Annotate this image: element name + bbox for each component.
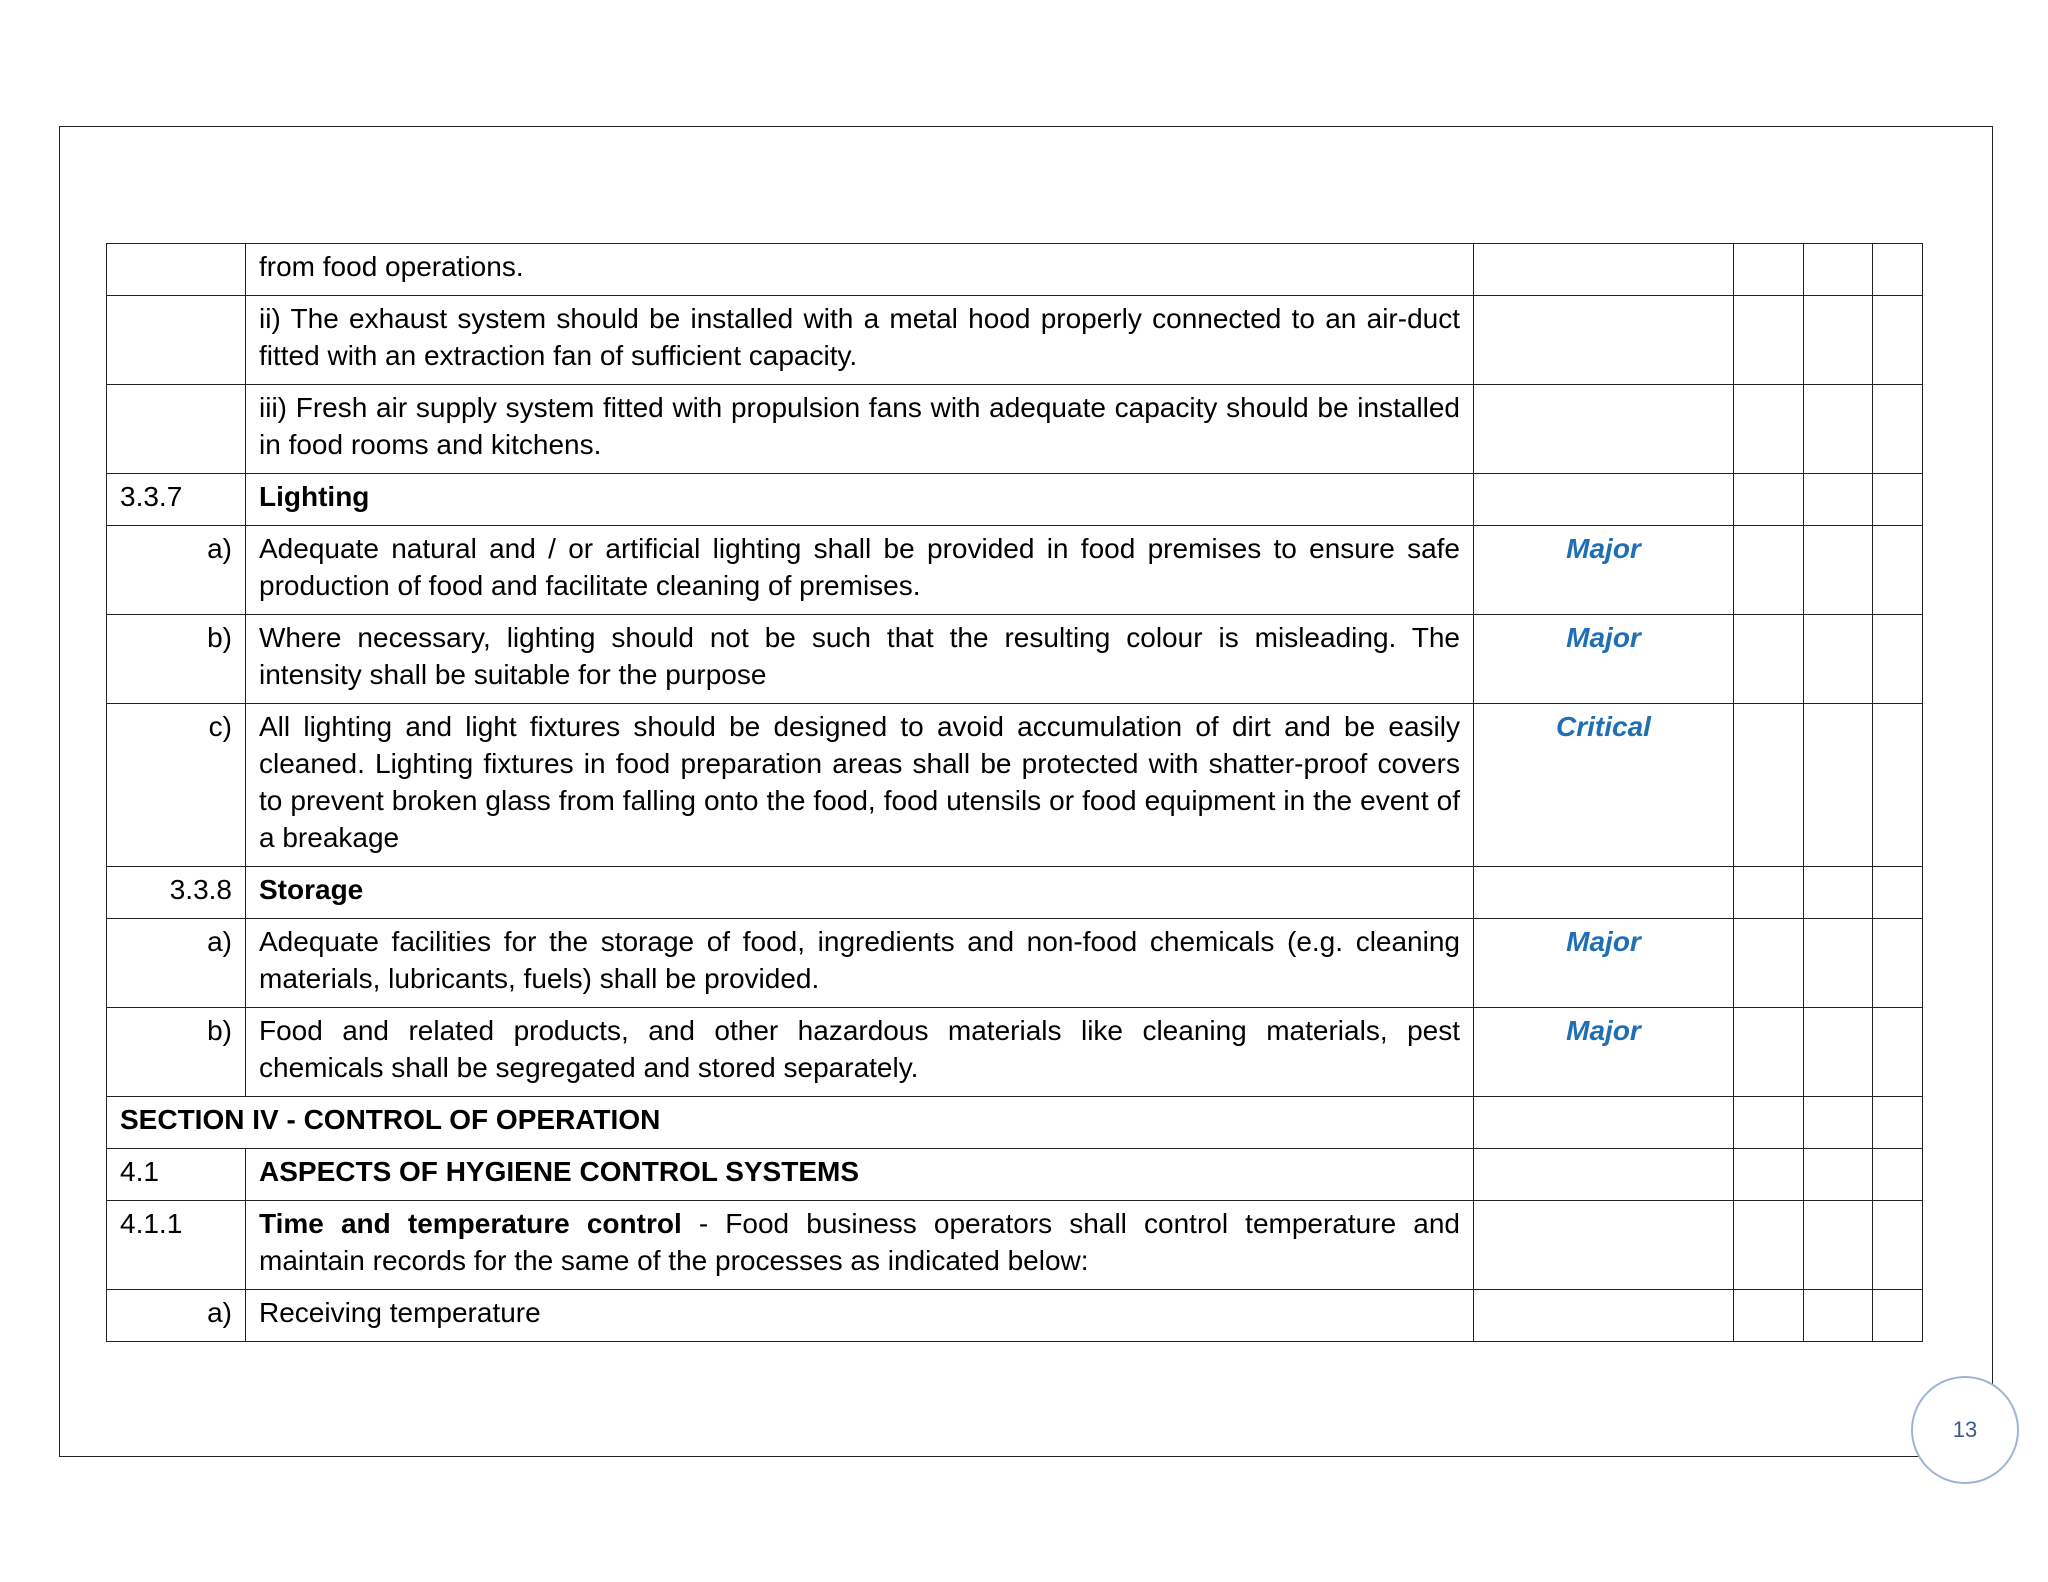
table-row xyxy=(107,1149,1923,1201)
item-number xyxy=(107,244,246,296)
check-cell[interactable] xyxy=(1873,296,1923,385)
check-cell[interactable] xyxy=(1734,244,1804,296)
item-title: Time and temperature control xyxy=(259,1208,682,1239)
severity-label xyxy=(1474,867,1734,919)
item-number xyxy=(107,296,246,385)
check-cell[interactable] xyxy=(1873,615,1923,704)
item-description: from food operations. xyxy=(246,244,1474,296)
severity-label xyxy=(1474,474,1734,526)
check-cell[interactable] xyxy=(1804,296,1873,385)
check-cell[interactable] xyxy=(1873,704,1923,867)
check-cell[interactable] xyxy=(1734,1201,1804,1290)
page-number: 13 xyxy=(1952,1417,1978,1442)
check-cell[interactable] xyxy=(1734,1149,1804,1201)
check-cell[interactable] xyxy=(1804,1008,1873,1097)
item-description: Receiving temperature xyxy=(246,1290,1474,1342)
check-cell[interactable] xyxy=(1873,1097,1923,1149)
item-description: Where necessary, lighting should not be such that the resulting colour is misleading. The intensity shall be suitable for the purpose xyxy=(246,615,1474,704)
table-row xyxy=(107,296,1923,385)
table-row xyxy=(107,1008,1923,1097)
check-cell[interactable] xyxy=(1804,385,1873,474)
table-row xyxy=(107,704,1923,867)
item-description: Adequate facilities for the storage of food, ingredients and non-food chemicals (e.g. cleaning materials, lubricants, fuels) shall be provided. xyxy=(246,919,1474,1008)
item-description: Food and related products, and other hazardous materials like cleaning materials, pest chemicals shall be segregated and stored separately. xyxy=(246,1008,1474,1097)
check-cell[interactable] xyxy=(1734,526,1804,615)
item-description: All lighting and light fixtures should be designed to avoid accumulation of dirt and be easily cleaned. Lighting fixtures in food preparation areas shall be protected with shatter-proof covers to prevent broken glass from falling onto the food, food utensils or food equipment in the event of a breakage xyxy=(246,704,1474,867)
check-cell[interactable] xyxy=(1873,1008,1923,1097)
check-cell[interactable] xyxy=(1804,526,1873,615)
severity-label xyxy=(1474,1201,1734,1290)
severity-label xyxy=(1474,1149,1734,1201)
table-row xyxy=(107,919,1923,1008)
check-cell[interactable] xyxy=(1804,244,1873,296)
checklist-table xyxy=(106,243,1923,1342)
item-number: c) xyxy=(107,704,246,867)
check-cell[interactable] xyxy=(1873,385,1923,474)
check-cell[interactable] xyxy=(1873,474,1923,526)
severity-label xyxy=(1474,1097,1734,1149)
check-cell[interactable] xyxy=(1734,867,1804,919)
table-row xyxy=(107,1097,1923,1149)
check-cell[interactable] xyxy=(1804,615,1873,704)
table-row xyxy=(107,1201,1923,1290)
item-text: - Food business operators shall control temperature and maintain records for the same of the processes as indicated below: xyxy=(259,1208,1460,1276)
section-heading: SECTION IV - CONTROL OF OPERATION xyxy=(107,1097,1474,1149)
check-cell[interactable] xyxy=(1804,1290,1873,1342)
check-cell[interactable] xyxy=(1804,867,1873,919)
check-cell[interactable] xyxy=(1734,704,1804,867)
table-row xyxy=(107,526,1923,615)
table-row xyxy=(107,1290,1923,1342)
item-number: 4.1 xyxy=(107,1149,246,1201)
item-number: 4.1.1 xyxy=(107,1201,246,1290)
check-cell[interactable] xyxy=(1734,1008,1804,1097)
item-description: iii) Fresh air supply system fitted with propulsion fans with adequate capacity should be installed in food rooms and kitchens. xyxy=(246,385,1474,474)
check-cell[interactable] xyxy=(1734,1097,1804,1149)
severity-label: Major xyxy=(1474,919,1734,1008)
check-cell[interactable] xyxy=(1873,1149,1923,1201)
severity-label: Major xyxy=(1474,1008,1734,1097)
check-cell[interactable] xyxy=(1734,385,1804,474)
page-number-badge xyxy=(1911,1376,2019,1484)
table-row xyxy=(107,244,1923,296)
table-row xyxy=(107,615,1923,704)
check-cell[interactable] xyxy=(1734,474,1804,526)
check-cell[interactable] xyxy=(1804,474,1873,526)
check-cell[interactable] xyxy=(1873,919,1923,1008)
item-number: a) xyxy=(107,526,246,615)
item-number: a) xyxy=(107,919,246,1008)
subsection-title: Storage xyxy=(246,867,1474,919)
item-number: b) xyxy=(107,1008,246,1097)
check-cell[interactable] xyxy=(1873,867,1923,919)
severity-label: Major xyxy=(1474,526,1734,615)
check-cell[interactable] xyxy=(1804,1149,1873,1201)
check-cell[interactable] xyxy=(1734,615,1804,704)
check-cell[interactable] xyxy=(1804,1201,1873,1290)
check-cell[interactable] xyxy=(1804,919,1873,1008)
check-cell[interactable] xyxy=(1734,1290,1804,1342)
table-row xyxy=(107,474,1923,526)
check-cell[interactable] xyxy=(1873,244,1923,296)
item-description: Adequate natural and / or artificial lighting shall be provided in food premises to ensure safe production of food and facilitate cleaning of premises. xyxy=(246,526,1474,615)
check-cell[interactable] xyxy=(1734,919,1804,1008)
check-cell[interactable] xyxy=(1734,296,1804,385)
severity-label xyxy=(1474,244,1734,296)
item-description xyxy=(246,1201,1474,1290)
item-description: ii) The exhaust system should be installed with a metal hood properly connected to an air-duct fitted with an extraction fan of sufficient capacity. xyxy=(246,296,1474,385)
table-row xyxy=(107,867,1923,919)
table-row xyxy=(107,385,1923,474)
item-number: 3.3.8 xyxy=(107,867,246,919)
item-number: 3.3.7 xyxy=(107,474,246,526)
severity-label: Critical xyxy=(1474,704,1734,867)
severity-label xyxy=(1474,1290,1734,1342)
subsection-title: ASPECTS OF HYGIENE CONTROL SYSTEMS xyxy=(246,1149,1474,1201)
check-cell[interactable] xyxy=(1804,1097,1873,1149)
check-cell[interactable] xyxy=(1873,1201,1923,1290)
severity-label: Major xyxy=(1474,615,1734,704)
item-number: a) xyxy=(107,1290,246,1342)
check-cell[interactable] xyxy=(1873,1290,1923,1342)
item-number: b) xyxy=(107,615,246,704)
check-cell[interactable] xyxy=(1873,526,1923,615)
severity-label xyxy=(1474,385,1734,474)
check-cell[interactable] xyxy=(1804,704,1873,867)
subsection-title: Lighting xyxy=(246,474,1474,526)
item-number xyxy=(107,385,246,474)
severity-label xyxy=(1474,296,1734,385)
